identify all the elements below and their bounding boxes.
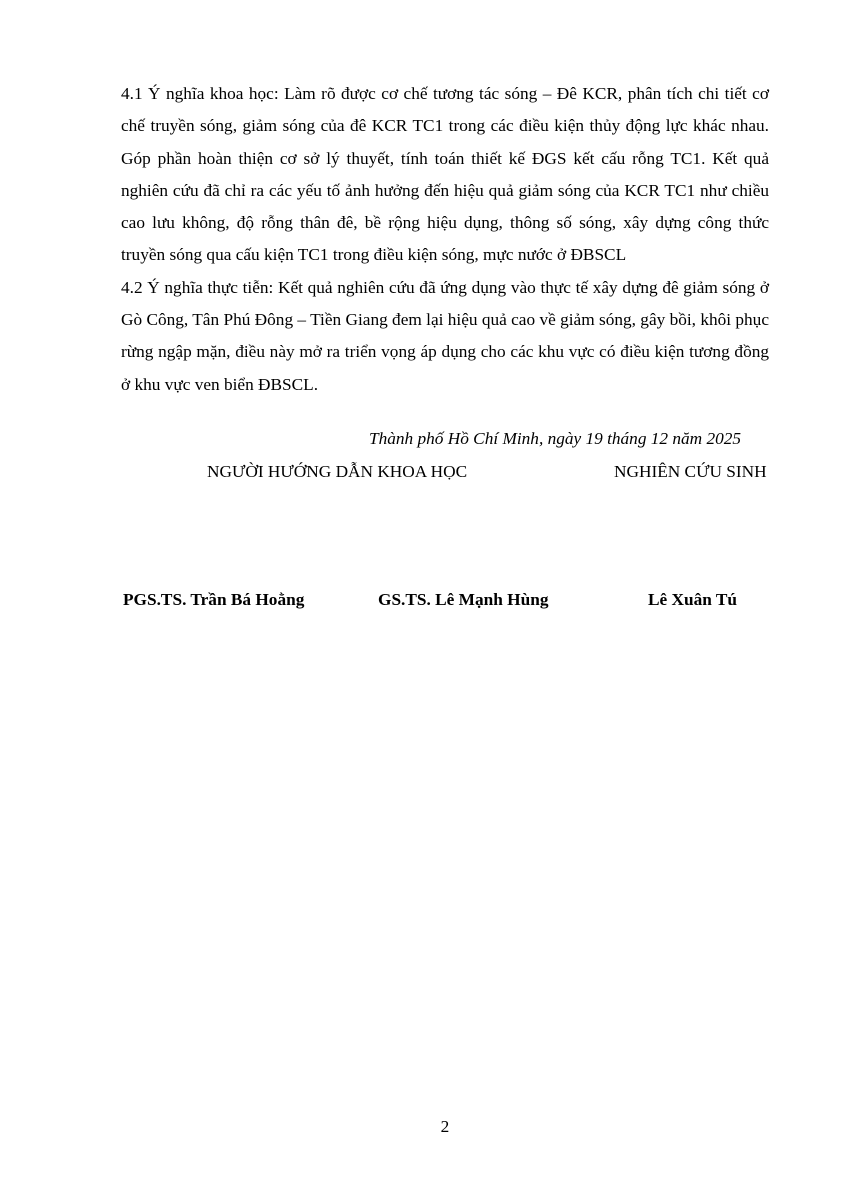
paragraph-practical-significance: 4.2 Ý nghĩa thực tiễn: Kết quả nghiên cứu đã ứng dụng vào thực tế xây dựng đê giảm sóng ở Gò Công, Tân Phú Đông – Tiền Giang đem lại hiệu quả cao về giảm sóng, gây bồi, khôi phục rừng ngập mặn, điều này mở ra triển vọng áp dụng cho các khu vực có điều kiện tương đồng ở khu vực ven biển ĐBSCL. bbox=[121, 277, 769, 394]
date-line: Thành phố Hồ Chí Minh, ngày 19 tháng 12 năm 2025 bbox=[369, 429, 742, 448]
advisor-1-name: PGS.TS. Trần Bá Hoằng bbox=[123, 590, 305, 609]
student-role-label: NGHIÊN CỨU SINH bbox=[614, 462, 767, 481]
paragraph-scientific-significance: 4.1 Ý nghĩa khoa học: Làm rõ được cơ chế tương tác sóng – Đê KCR, phân tích chi tiết cơ chế truyền sóng, giảm sóng của đê KCR TC1 trong các điều kiện thủy động lực khác nhau. Góp phần hoàn thiện cơ sở lý thuyết, tính toán thiết kế ĐGS kết cấu rỗng TC1. Kết quả nghiên cứu đã chỉ ra các yếu tố ảnh hưởng đến hiệu quả giảm sóng của KCR TC1 như chiều cao lưu không, độ rỗng thân đê, bề rộng hiệu dụng, thông số sóng, xây dựng công thức truyền sóng qua cấu kiện TC1 trong điều kiện sóng, mực nước ở ĐBSCL bbox=[121, 84, 769, 265]
body-text bbox=[121, 78, 769, 401]
page-number: 2 bbox=[440, 1117, 450, 1136]
student-name: Lê Xuân Tú bbox=[648, 590, 738, 609]
advisor-role-label: NGƯỜI HƯỚNG DẪN KHOA HỌC bbox=[207, 462, 468, 481]
advisor-2-name: GS.TS. Lê Mạnh Hùng bbox=[378, 590, 549, 609]
